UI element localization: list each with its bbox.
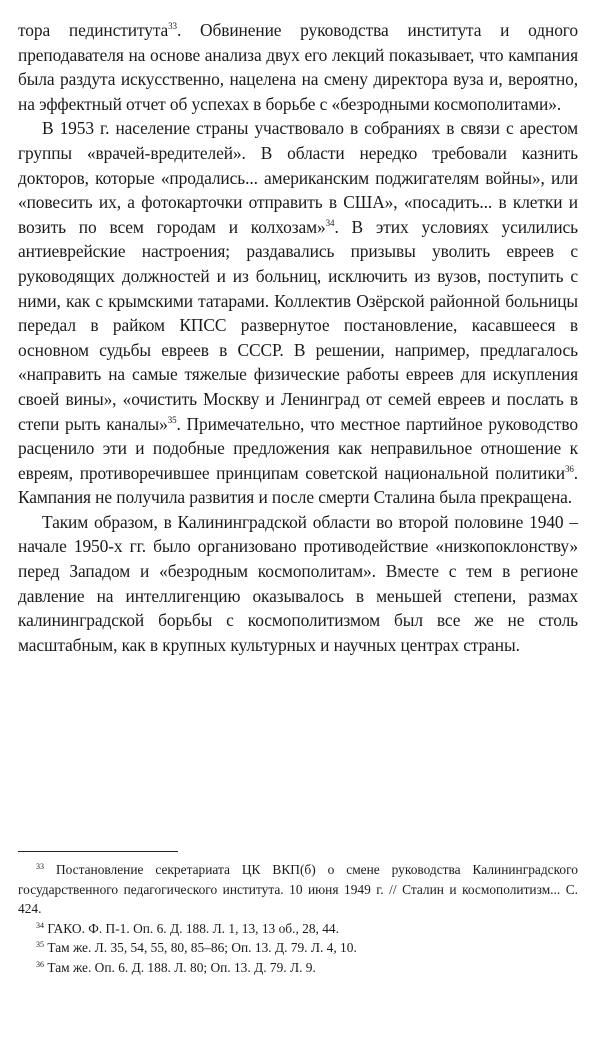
paragraph-3 <box>18 510 578 658</box>
footnote-number: 34 <box>36 920 44 930</box>
footnote-36 <box>18 958 578 978</box>
footnote-ref-34: 34 <box>325 217 335 228</box>
footnotes <box>18 860 578 978</box>
footnote-text: Там же. Оп. 6. Д. 188. Л. 80; Оп. 13. Д. 79. Л. 9. <box>47 959 316 975</box>
footnote-34 <box>18 919 578 939</box>
footnote-ref-36: 36 <box>564 463 574 474</box>
footnote-33 <box>18 860 578 919</box>
footnote-text: Постановление секретариата ЦК ВКП(б) о смене руководства Калининградского государственного педагогического института. 10 июня 1949 г. // Сталин и космополитизм... С. 424. <box>18 862 578 917</box>
paragraph-2-part-4: . Кампания не получила развития и после смерти Сталина была прекращена. <box>18 462 578 508</box>
footnote-number: 36 <box>36 959 44 969</box>
paragraph-1-tail: . Обвинение руководства института и одного преподавателя на основе анализа двух его лекций показывает, что кампания была раздута искусственно, нацелена на смену директора вуза и, вероятно, на эффектный отчет об успехах в борьбе с «безродными космополитами». <box>18 20 579 114</box>
footnote-number: 33 <box>36 862 44 871</box>
footnote-ref-35: 35 <box>167 414 177 425</box>
paragraph-1 <box>18 18 578 116</box>
paragraph-2-part-3: . Примечательно, что местное партийное руководство расценило эти и подобные предложения как неправильное отношение к евреям, противоречившее принципам советской национальной политики <box>18 413 578 483</box>
paragraph-2 <box>18 116 578 510</box>
paragraph-1-text: тора пединститута <box>18 20 169 40</box>
footnote-separator <box>18 851 178 852</box>
footnote-text: ГАКО. Ф. П-1. Оп. 6. Д. 188. Л. 1, 13, 13 об., 28, 44. <box>47 920 339 936</box>
paragraph-3-text: Таким образом, в Калининградской области во второй половине 1940 – начале 1950-х гг. было организовано противодействие «низкопоклонству» перед Западом и «безродным космополитам». Вместе с тем в регионе давление на интеллигенцию оказывалось в меньшей степени, размах калининградской борьбы с космополитизмом был все же не столь масштабным, как в крупных культурных и научных центрах страны. <box>18 511 578 655</box>
paragraph-2-part-2: . В этих условиях усилились антиеврейские настроения; раздавались призывы уволить евреев с руководящих должностей и из больниц, исключить из вузов, поступить с ними, как с крымскими татарами. Коллектив Озёрской районной больницы передал в райком КПСС развернутое постановление, касавшееся в основном судьбы евреев в СССР. В решении, например, предлагалось «направить на самые тяжелые физические работы евреев для искупления своей вины», «очистить Москву и Ленинград от семей евреев и послать в степи рыть каналы» <box>18 216 578 434</box>
footnote-text: Там же. Л. 35, 54, 55, 80, 85–86; Оп. 13. Д. 79. Л. 4, 10. <box>47 940 357 956</box>
footnote-35 <box>18 938 578 958</box>
main-text <box>18 18 578 657</box>
paragraph-2-part-1: В 1953 г. население страны участвовало в собраниях в связи с арестом группы «врачей-вредителей». В области нередко требовали казнить докторов, которые «продались... американским поджигателям войны», или «повесить их, а фотокарточки отправить в США», «посадить... в клетки и возить по всем городам и колхозам» <box>18 118 578 237</box>
footnote-ref-33: 33 <box>168 21 177 31</box>
footnote-number: 35 <box>36 940 44 950</box>
